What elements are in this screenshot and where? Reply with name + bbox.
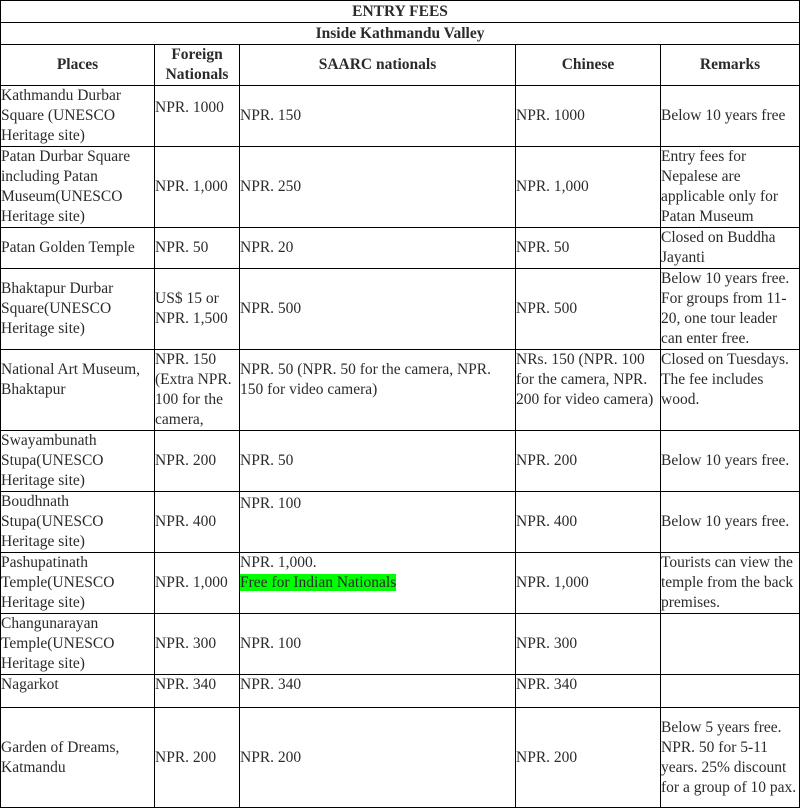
header-foreign: Foreign Nationals	[155, 45, 240, 86]
table-row	[1, 147, 800, 228]
cell-saarc: NPR. 500	[240, 269, 516, 350]
cell-place: Garden of Dreams, Katmandu	[1, 708, 155, 808]
table-row	[1, 86, 800, 147]
table-row	[1, 708, 800, 808]
cell-foreign: NPR. 150 (Extra NPR. 100 for the camera,	[155, 350, 240, 431]
cell-place: Bhaktapur Durbar Square(UNESCO Heritage site)	[1, 269, 155, 350]
indian-nationals-note: Free for Indian Nationals	[240, 574, 397, 591]
cell-chinese: NPR. 1000	[516, 86, 661, 147]
cell-chinese: NRs. 150 (NPR. 100 for the camera, NPR. 200 for video camera)	[516, 350, 661, 431]
cell-saarc: NPR. 340	[240, 675, 516, 708]
table-row	[1, 614, 800, 675]
cell-chinese: NPR. 340	[516, 675, 661, 708]
cell-place: National Art Museum, Bhaktapur	[1, 350, 155, 431]
cell-remarks: Entry fees for Nepalese are applicable only for Patan Museum	[661, 147, 800, 228]
cell-place: Swayambunath Stupa(UNESCO Heritage site)	[1, 431, 155, 492]
cell-saarc: NPR. 20	[240, 228, 516, 269]
cell-chinese: NPR. 300	[516, 614, 661, 675]
table-row	[1, 675, 800, 708]
header-remarks: Remarks	[661, 45, 800, 86]
cell-remarks: Below 10 years free.	[661, 492, 800, 553]
cell-remarks: Closed on Buddha Jayanti	[661, 228, 800, 269]
cell-foreign: US$ 15 or NPR. 1,500	[155, 269, 240, 350]
cell-remarks: Below 10 years free. For groups from 11-20, one tour leader can enter free.	[661, 269, 800, 350]
table-row	[1, 228, 800, 269]
cell-remarks: Closed on Tuesdays. The fee includes wood.	[661, 350, 800, 431]
saarc-fee: NPR. 1,000.	[240, 554, 317, 571]
cell-chinese: NPR. 1,000	[516, 147, 661, 228]
cell-saarc: NPR. 150	[240, 86, 516, 147]
cell-remarks: Below 5 years free. NPR. 50 for 5-11 years. 25% discount for a group of 10 pax.	[661, 708, 800, 808]
cell-chinese: NPR. 200	[516, 431, 661, 492]
cell-remarks: Tourists can view the temple from the back premises.	[661, 553, 800, 614]
cell-foreign: NPR. 50	[155, 228, 240, 269]
table-row	[1, 350, 800, 431]
header-chinese: Chinese	[516, 45, 661, 86]
cell-place: Boudhnath Stupa(UNESCO Heritage site)	[1, 492, 155, 553]
cell-foreign: NPR. 1000	[155, 86, 240, 147]
cell-chinese: NPR. 400	[516, 492, 661, 553]
cell-chinese: NPR. 500	[516, 269, 661, 350]
table-row	[1, 269, 800, 350]
cell-foreign: NPR. 200	[155, 431, 240, 492]
cell-remarks: Below 10 years free.	[661, 431, 800, 492]
cell-saarc: NPR. 50	[240, 431, 516, 492]
table-row	[1, 553, 800, 614]
title-row	[1, 1, 800, 23]
cell-remarks: Below 10 years free	[661, 86, 800, 147]
cell-saarc: NPR. 100	[240, 614, 516, 675]
table-row	[1, 431, 800, 492]
table-title: ENTRY FEES	[1, 1, 800, 23]
cell-chinese: NPR. 1,000	[516, 553, 661, 614]
cell-place: Patan Golden Temple	[1, 228, 155, 269]
subtitle-row	[1, 23, 800, 45]
cell-foreign: NPR. 1,000	[155, 147, 240, 228]
cell-saarc: NPR. 200	[240, 708, 516, 808]
cell-saarc: NPR. 50 (NPR. 50 for the camera, NPR. 150 for video camera)	[240, 350, 516, 431]
cell-place: Changunarayan Temple(UNESCO Heritage site)	[1, 614, 155, 675]
cell-chinese: NPR. 200	[516, 708, 661, 808]
cell-chinese: NPR. 50	[516, 228, 661, 269]
cell-foreign: NPR. 400	[155, 492, 240, 553]
cell-remarks	[661, 675, 800, 708]
cell-place: Patan Durbar Square including Patan Museum(UNESCO Heritage site)	[1, 147, 155, 228]
cell-remarks	[661, 614, 800, 675]
cell-foreign: NPR. 300	[155, 614, 240, 675]
cell-foreign: NPR. 340	[155, 675, 240, 708]
cell-saarc: NPR. 250	[240, 147, 516, 228]
cell-saarc	[240, 553, 516, 614]
header-row	[1, 45, 800, 86]
cell-place: Pashupatinath Temple(UNESCO Heritage site)	[1, 553, 155, 614]
cell-place: Nagarkot	[1, 675, 155, 708]
cell-saarc: NPR. 100	[240, 492, 516, 553]
cell-foreign: NPR. 1,000	[155, 553, 240, 614]
cell-place: Kathmandu Durbar Square (UNESCO Heritage site)	[1, 86, 155, 147]
table-row	[1, 492, 800, 553]
table-subtitle: Inside Kathmandu Valley	[1, 23, 800, 45]
cell-foreign: NPR. 200	[155, 708, 240, 808]
header-saarc: SAARC nationals	[240, 45, 516, 86]
header-places: Places	[1, 45, 155, 86]
